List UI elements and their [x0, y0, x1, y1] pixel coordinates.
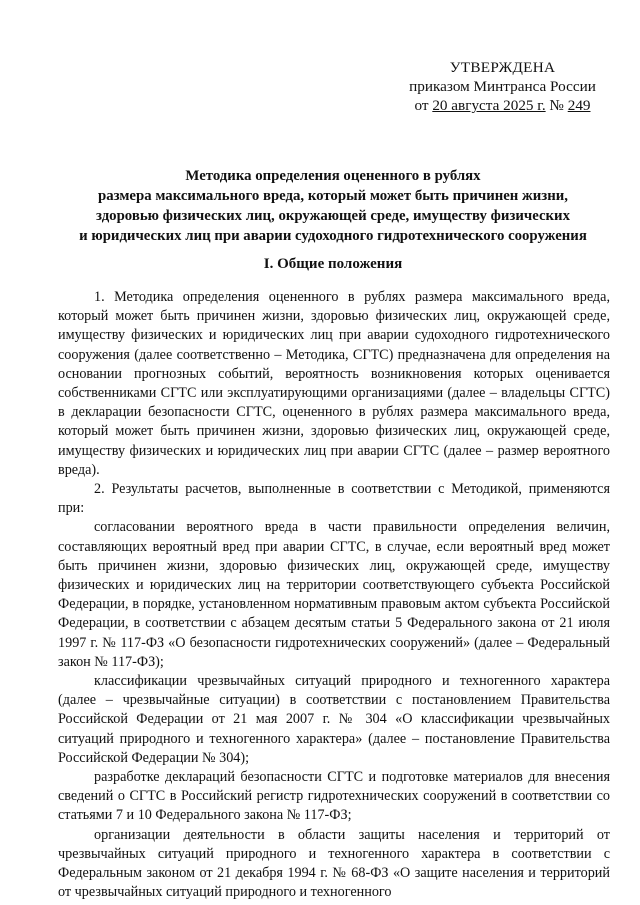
paragraph: 2. Результаты расчетов, выполненные в соответствии с Методикой, применяются при:: [58, 481, 610, 517]
approval-date-line: [395, 96, 610, 115]
paragraph: классификации чрезвычайных ситуаций природного и техногенного характера (далее – чрезвычайные ситуации) в соответствии с постановлением Правительства Российской Федерации от 21 мая 2007 г. № 304 «О классификации чрезвычайных ситуаций природного и техногенного характера» (далее – постановление Правительства Российской Федерации № 304);: [58, 673, 610, 766]
approval-order-line: приказом Минтранса России: [409, 78, 596, 95]
document-title: [58, 166, 608, 246]
approval-number-sign: №: [549, 97, 564, 114]
approval-date: 20 августа 2025 г.: [432, 97, 546, 114]
section-heading: I. Общие положения: [263, 256, 403, 272]
title-line: и юридических лиц при аварии судоходного гидротехнического сооружения: [79, 228, 587, 244]
approval-from: от: [414, 97, 429, 114]
approval-stamp: [395, 58, 610, 115]
paragraph: 1. Методика определения оцененного в рублях размера максимального вреда, который может быть причинен жизни, здоровью физических лиц, окружающей среде, имуществу физических и юридических лиц при аварии судоходного гидротехнического сооружения (далее соответственно – Методика, СГТС) предназначена для определения на основании прогнозных событий, вероятность возникновения которых оценивается собственниками СГТС или эксплуатирующими организациями (далее – владельцы СГТС) в декларации безопасности СГТС, оцененного в рублях размера максимального вреда, который может быть причинен жизни, здоровью физических лиц, окружающей среде, имуществу физических и юридических лиц при аварии СГТС (далее – размер вероятного вреда).: [58, 289, 610, 478]
approval-label: УТВЕРЖДЕНА: [449, 59, 556, 76]
paragraph: согласовании вероятного вреда в части правильности определения величин, составляющих вероятный вред при аварии СГТС, в случае, если вероятный вред может быть причинен жизни, здоровью физических лиц, окружающей среде, имуществу физических и юридических лиц на территории соответствующего субъекта Российской Федерации, в порядке, установленном нормативным правовым актом субъекта Российской Федерации, в соответствии с абзацем десятым статьи 5 Федерального закона от 21 июля 1997 г. № 117-ФЗ «О безопасности гидротехнических сооружений» (далее – Федеральный закон № 117-ФЗ);: [58, 519, 610, 670]
title-line: Методика определения оцененного в рублях: [185, 168, 481, 184]
paragraph: разработке деклараций безопасности СГТС и подготовке материалов для внесения сведений о СГТС в Российский регистр гидротехнических сооружений в соответствии со статьями 7 и 10 Федерального закона № 117-ФЗ;: [58, 769, 610, 824]
document-body: [58, 288, 610, 903]
title-line: размера максимального вреда, который может быть причинен жизни,: [97, 188, 568, 204]
approval-number: 249: [567, 97, 591, 114]
title-line: здоровью физических лиц, окружающей среде, имуществу физических: [96, 208, 570, 224]
paragraph: организации деятельности в области защиты населения и территорий от чрезвычайных ситуаций природного и техногенного характера в соответствии с Федеральным законом от 21 декабря 1994 г. № 68-ФЗ «О защите населения и территорий от чрезвычайных ситуаций природного и техногенного: [58, 826, 610, 901]
